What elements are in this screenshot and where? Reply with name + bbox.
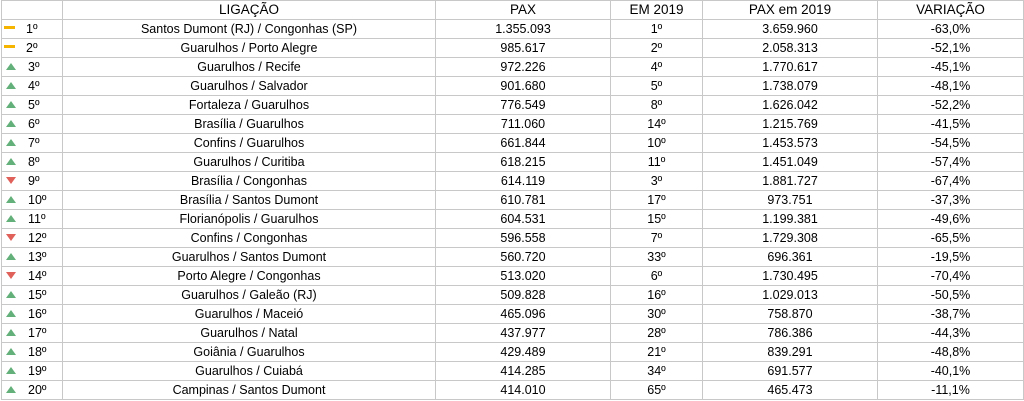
change-cell: -37,3% [878,191,1024,210]
table-row [2,115,1024,134]
rank-cell [2,286,63,305]
rank-cell [2,267,63,286]
trend-down-icon [6,272,16,279]
trend-up-icon [6,367,16,374]
rank-label: 8º [28,155,40,169]
trend-up-icon [6,291,16,298]
rank-2019-cell: 14º [611,115,703,134]
route-cell: Confins / Guarulhos [63,134,436,153]
pax-cell: 414.285 [436,362,611,381]
table-row [2,20,1024,39]
rank-cell [2,39,63,58]
pax-2019-cell: 3.659.960 [703,20,878,39]
rank-cell [2,172,63,191]
header-pax: PAX [436,1,611,20]
header-change: VARIAÇÃO [878,1,1024,20]
pax-2019-cell: 1.881.727 [703,172,878,191]
pax-2019-cell: 1.029.013 [703,286,878,305]
pax-2019-cell: 1.738.079 [703,77,878,96]
rank-cell [2,305,63,324]
route-cell: Brasília / Congonhas [63,172,436,191]
rank-label: 12º [28,231,47,245]
header-pax-2019: PAX em 2019 [703,1,878,20]
pax-cell: 618.215 [436,153,611,172]
pax-2019-cell: 758.870 [703,305,878,324]
pax-cell: 429.489 [436,343,611,362]
route-cell: Florianópolis / Guarulhos [63,210,436,229]
rank-2019-cell: 3º [611,172,703,191]
rank-label: 3º [28,60,40,74]
pax-cell: 509.828 [436,286,611,305]
route-cell: Brasília / Guarulhos [63,115,436,134]
change-cell: -38,7% [878,305,1024,324]
table-row [2,134,1024,153]
rank-2019-cell: 28º [611,324,703,343]
header-rank [2,1,63,20]
table-row [2,362,1024,381]
rank-cell [2,210,63,229]
trend-up-icon [6,196,16,203]
pax-2019-cell: 1.215.769 [703,115,878,134]
pax-2019-cell: 465.473 [703,381,878,400]
change-cell: -52,1% [878,39,1024,58]
rank-cell [2,191,63,210]
route-cell: Guarulhos / Cuiabá [63,362,436,381]
rank-label: 10º [28,193,47,207]
trend-up-icon [6,253,16,260]
table-row [2,191,1024,210]
trend-up-icon [6,101,16,108]
header-row [2,1,1024,20]
table-row [2,96,1024,115]
route-cell: Guarulhos / Natal [63,324,436,343]
rank-cell [2,58,63,77]
pax-cell: 661.844 [436,134,611,153]
rank-2019-cell: 16º [611,286,703,305]
pax-cell: 465.096 [436,305,611,324]
route-cell: Santos Dumont (RJ) / Congonhas (SP) [63,20,436,39]
rank-2019-cell: 2º [611,39,703,58]
route-cell: Brasília / Santos Dumont [63,191,436,210]
change-cell: -19,5% [878,248,1024,267]
trend-up-icon [6,348,16,355]
pax-cell: 596.558 [436,229,611,248]
header-route: LIGAÇÃO [63,1,436,20]
pax-cell: 610.781 [436,191,611,210]
route-cell: Guarulhos / Salvador [63,77,436,96]
route-cell: Campinas / Santos Dumont [63,381,436,400]
trend-up-icon [6,120,16,127]
trend-down-icon [6,234,16,241]
rank-cell [2,134,63,153]
pax-cell: 513.020 [436,267,611,286]
route-cell: Guarulhos / Recife [63,58,436,77]
pax-2019-cell: 1.626.042 [703,96,878,115]
rank-2019-cell: 8º [611,96,703,115]
change-cell: -41,5% [878,115,1024,134]
pax-2019-cell: 1.729.308 [703,229,878,248]
rank-cell [2,343,63,362]
table-row [2,39,1024,58]
rank-2019-cell: 33º [611,248,703,267]
table-body [2,20,1024,400]
table-row [2,58,1024,77]
trend-up-icon [6,139,16,146]
route-cell: Goiânia / Guarulhos [63,343,436,362]
table-row [2,267,1024,286]
trend-up-icon [6,158,16,165]
change-cell: -70,4% [878,267,1024,286]
rank-2019-cell: 65º [611,381,703,400]
rank-2019-cell: 7º [611,229,703,248]
rank-cell [2,20,63,39]
rank-label: 13º [28,250,47,264]
change-cell: -48,8% [878,343,1024,362]
rank-cell [2,96,63,115]
rank-2019-cell: 1º [611,20,703,39]
table-row [2,172,1024,191]
pax-2019-cell: 1.730.495 [703,267,878,286]
pax-cell: 414.010 [436,381,611,400]
change-cell: -45,1% [878,58,1024,77]
rank-cell [2,324,63,343]
pax-cell: 604.531 [436,210,611,229]
table-row [2,286,1024,305]
pax-2019-cell: 696.361 [703,248,878,267]
route-cell: Porto Alegre / Congonhas [63,267,436,286]
pax-cell: 901.680 [436,77,611,96]
change-cell: -57,4% [878,153,1024,172]
pax-cell: 972.226 [436,58,611,77]
change-cell: -11,1% [878,381,1024,400]
rank-label: 5º [28,98,40,112]
rank-cell [2,381,63,400]
rank-2019-cell: 15º [611,210,703,229]
pax-2019-cell: 1.199.381 [703,210,878,229]
pax-2019-cell: 2.058.313 [703,39,878,58]
trend-up-icon [6,329,16,336]
rank-cell [2,362,63,381]
rank-label: 9º [28,174,40,188]
table-row [2,248,1024,267]
change-cell: -65,5% [878,229,1024,248]
table-row [2,343,1024,362]
trend-same-icon [4,26,15,29]
trend-up-icon [6,215,16,222]
rank-2019-cell: 30º [611,305,703,324]
rank-label: 19º [28,364,47,378]
rank-label: 4º [28,79,40,93]
route-cell: Guarulhos / Maceió [63,305,436,324]
change-cell: -50,5% [878,286,1024,305]
table-row [2,305,1024,324]
pax-cell: 437.977 [436,324,611,343]
rank-cell [2,229,63,248]
route-cell: Guarulhos / Santos Dumont [63,248,436,267]
rank-2019-cell: 34º [611,362,703,381]
route-cell: Guarulhos / Curitiba [63,153,436,172]
rank-2019-cell: 6º [611,267,703,286]
rank-2019-cell: 4º [611,58,703,77]
pax-2019-cell: 786.386 [703,324,878,343]
change-cell: -44,3% [878,324,1024,343]
pax-cell: 614.119 [436,172,611,191]
trend-same-icon [4,45,15,48]
change-cell: -67,4% [878,172,1024,191]
change-cell: -49,6% [878,210,1024,229]
change-cell: -48,1% [878,77,1024,96]
pax-cell: 985.617 [436,39,611,58]
pax-2019-cell: 691.577 [703,362,878,381]
change-cell: -54,5% [878,134,1024,153]
rank-label: 1º [26,22,38,36]
pax-cell: 711.060 [436,115,611,134]
change-cell: -52,2% [878,96,1024,115]
rank-2019-cell: 10º [611,134,703,153]
rank-label: 6º [28,117,40,131]
rank-label: 20º [28,383,47,397]
route-cell: Guarulhos / Porto Alegre [63,39,436,58]
rank-cell [2,77,63,96]
rank-label: 14º [28,269,47,283]
rank-label: 16º [28,307,47,321]
rank-2019-cell: 11º [611,153,703,172]
rank-label: 15º [28,288,47,302]
rank-label: 2º [26,41,38,55]
trend-down-icon [6,177,16,184]
trend-up-icon [6,386,16,393]
table-row [2,381,1024,400]
rank-label: 18º [28,345,47,359]
table-row [2,324,1024,343]
pax-2019-cell: 1.451.049 [703,153,878,172]
trend-up-icon [6,63,16,70]
table-row [2,210,1024,229]
table-row [2,229,1024,248]
route-cell: Guarulhos / Galeão (RJ) [63,286,436,305]
pax-2019-cell: 973.751 [703,191,878,210]
pax-2019-cell: 1.453.573 [703,134,878,153]
rank-label: 11º [28,212,46,226]
route-cell: Fortaleza / Guarulhos [63,96,436,115]
change-cell: -40,1% [878,362,1024,381]
rank-cell [2,153,63,172]
table-row [2,77,1024,96]
pax-cell: 560.720 [436,248,611,267]
route-cell: Confins / Congonhas [63,229,436,248]
rank-2019-cell: 17º [611,191,703,210]
table-row [2,153,1024,172]
pax-2019-cell: 1.770.617 [703,58,878,77]
trend-up-icon [6,310,16,317]
rank-cell [2,115,63,134]
rank-2019-cell: 21º [611,343,703,362]
change-cell: -63,0% [878,20,1024,39]
pax-cell: 776.549 [436,96,611,115]
pax-2019-cell: 839.291 [703,343,878,362]
rank-label: 17º [28,326,47,340]
rank-cell [2,248,63,267]
rank-label: 7º [28,136,40,150]
rank-2019-cell: 5º [611,77,703,96]
pax-cell: 1.355.093 [436,20,611,39]
header-rank-2019: EM 2019 [611,1,703,20]
routes-table [1,0,1024,400]
trend-up-icon [6,82,16,89]
